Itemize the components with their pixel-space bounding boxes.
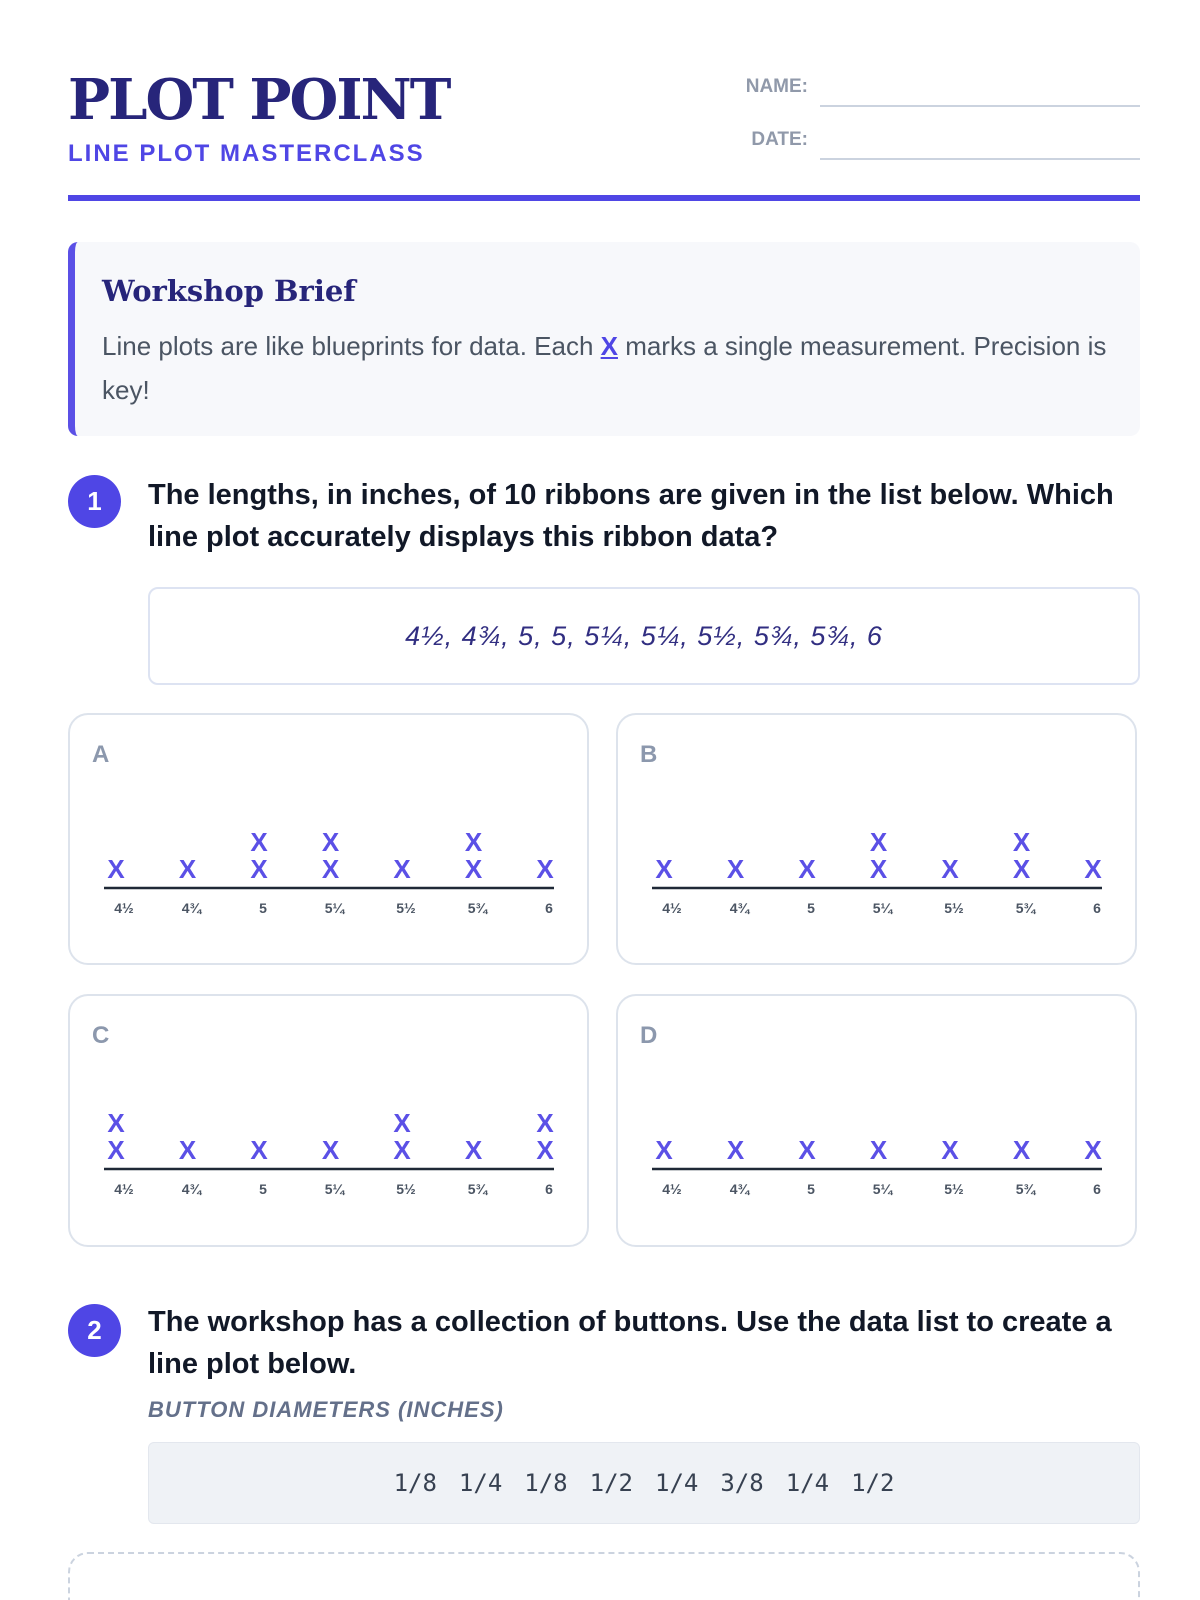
tick-label: 4¾ <box>181 900 202 916</box>
header-divider <box>68 195 1140 201</box>
data-mark-x: X <box>536 1108 554 1138</box>
plot-option-b[interactable] <box>616 713 1137 965</box>
tick-label: 6 <box>545 900 553 916</box>
data-mark-x: X <box>536 1135 554 1165</box>
worksheet-header <box>68 68 1140 200</box>
button-diameter-value: 1/8 <box>393 1469 437 1497</box>
data-mark-x: X <box>869 827 888 857</box>
data-mark-x: X <box>250 1135 268 1165</box>
tick-label: 6 <box>1093 900 1101 916</box>
brief-text-start: Line plots are like blueprints for data. Each <box>102 331 601 361</box>
option-label: B <box>640 741 658 768</box>
data-mark-x: X <box>321 827 340 857</box>
tick-label: 4½ <box>114 900 134 916</box>
button-data-label: BUTTON DIAMETERS (INCHES) <box>148 1397 504 1422</box>
tick-label: 5¼ <box>324 1181 345 1197</box>
button-diameter-value: 1/4 <box>785 1469 830 1497</box>
data-mark-x: X <box>726 854 745 884</box>
option-label: C <box>92 1022 110 1049</box>
data-mark-x: X <box>464 854 483 884</box>
brief-text <box>102 324 1112 412</box>
tick-label: 4¾ <box>729 900 750 916</box>
name-field-line[interactable] <box>820 105 1140 107</box>
data-mark-x: X <box>321 854 340 884</box>
data-mark-x: X <box>941 854 959 884</box>
button-diameter-value: 1/4 <box>458 1469 503 1497</box>
option-label: D <box>640 1022 658 1049</box>
tick-label: 4¾ <box>729 1181 750 1197</box>
tick-label: 5 <box>807 1181 815 1197</box>
data-mark-x: X <box>798 1135 816 1165</box>
workshop-brief <box>68 242 1140 436</box>
data-mark-x: X <box>393 854 411 884</box>
line-plot-svg <box>70 715 587 960</box>
tick-label: 5½ <box>944 900 964 916</box>
data-mark-x: X <box>107 1108 125 1138</box>
line-plot-answer-area[interactable] <box>68 1552 1140 1600</box>
line-plot-svg <box>70 996 587 1241</box>
tick-label: 4½ <box>662 1181 682 1197</box>
tick-label: 5¼ <box>324 900 345 916</box>
button-data-list <box>148 1442 1140 1524</box>
data-mark-x: X <box>869 1135 888 1165</box>
tick-label: 5¾ <box>467 1181 488 1197</box>
brief-x-mark: X <box>600 331 618 361</box>
tick-label: 5 <box>807 900 815 916</box>
data-mark-x: X <box>798 854 816 884</box>
data-mark-x: X <box>1084 854 1102 884</box>
worksheet-title: PLOT POINT <box>68 67 450 133</box>
data-mark-x: X <box>655 854 673 884</box>
data-mark-x: X <box>178 854 197 884</box>
tick-label: 5 <box>259 900 267 916</box>
ribbon-data-list: 4½, 4¾, 5, 5, 5¼, 5¼, 5½, 5¾, 5¾, 6 <box>148 587 1140 685</box>
data-mark-x: X <box>393 1135 411 1165</box>
button-diameter-value: 3/8 <box>720 1469 764 1497</box>
data-mark-x: X <box>393 1108 411 1138</box>
question-2-number: 2 <box>68 1304 121 1357</box>
tick-label: 6 <box>1093 1181 1101 1197</box>
tick-label: 5¾ <box>1015 900 1036 916</box>
tick-label: 5½ <box>944 1181 964 1197</box>
data-mark-x: X <box>178 1135 197 1165</box>
name-label: NAME: <box>745 76 808 97</box>
tick-label: 6 <box>545 1181 553 1197</box>
data-mark-x: X <box>655 1135 673 1165</box>
brief-text-end: marks a single measurement. Precision is key! <box>102 331 1107 405</box>
option-label: A <box>92 741 110 768</box>
question-1-text: The lengths, in inches, of 10 ribbons are given in the list below. Which line plot accurately displays this ribbon data? <box>148 479 1114 553</box>
data-mark-x: X <box>107 854 125 884</box>
data-mark-x: X <box>1084 1135 1102 1165</box>
data-mark-x: X <box>464 827 483 857</box>
data-mark-x: X <box>869 854 888 884</box>
data-mark-x: X <box>536 854 554 884</box>
date-field-line[interactable] <box>820 158 1140 160</box>
date-label: DATE: <box>751 129 808 150</box>
question-1-number: 1 <box>68 475 121 528</box>
button-diameter-value: 1/2 <box>851 1469 895 1497</box>
data-mark-x: X <box>1012 854 1031 884</box>
data-mark-x: X <box>321 1135 340 1165</box>
tick-label: 5¾ <box>467 900 488 916</box>
line-plot-svg <box>618 996 1135 1241</box>
data-mark-x: X <box>464 1135 483 1165</box>
tick-label: 4½ <box>114 1181 134 1197</box>
tick-label: 5¼ <box>872 1181 893 1197</box>
button-diameter-value: 1/8 <box>524 1469 568 1497</box>
data-mark-x: X <box>941 1135 959 1165</box>
data-mark-x: X <box>107 1135 125 1165</box>
plot-option-d[interactable] <box>616 994 1137 1247</box>
line-plot-svg <box>618 715 1135 960</box>
tick-label: 5¼ <box>872 900 893 916</box>
tick-label: 4½ <box>662 900 682 916</box>
worksheet-subtitle: LINE PLOT MASTERCLASS <box>68 140 425 167</box>
tick-label: 5½ <box>396 900 416 916</box>
data-mark-x: X <box>250 854 268 884</box>
tick-label: 4¾ <box>181 1181 202 1197</box>
data-mark-x: X <box>1012 1135 1031 1165</box>
data-mark-x: X <box>726 1135 745 1165</box>
data-mark-x: X <box>1012 827 1031 857</box>
tick-label: 5¾ <box>1015 1181 1036 1197</box>
data-mark-x: X <box>250 827 268 857</box>
plot-option-c[interactable] <box>68 994 589 1247</box>
button-diameter-value: 1/4 <box>655 1469 699 1497</box>
plot-option-a[interactable] <box>68 713 589 965</box>
button-diameter-value: 1/2 <box>589 1469 633 1497</box>
brief-title: Workshop Brief <box>102 274 356 308</box>
tick-label: 5½ <box>396 1181 416 1197</box>
question-2-text: The workshop has a collection of buttons. Use the data list to create a line plot below. <box>148 1306 1112 1380</box>
tick-label: 5 <box>259 1181 267 1197</box>
